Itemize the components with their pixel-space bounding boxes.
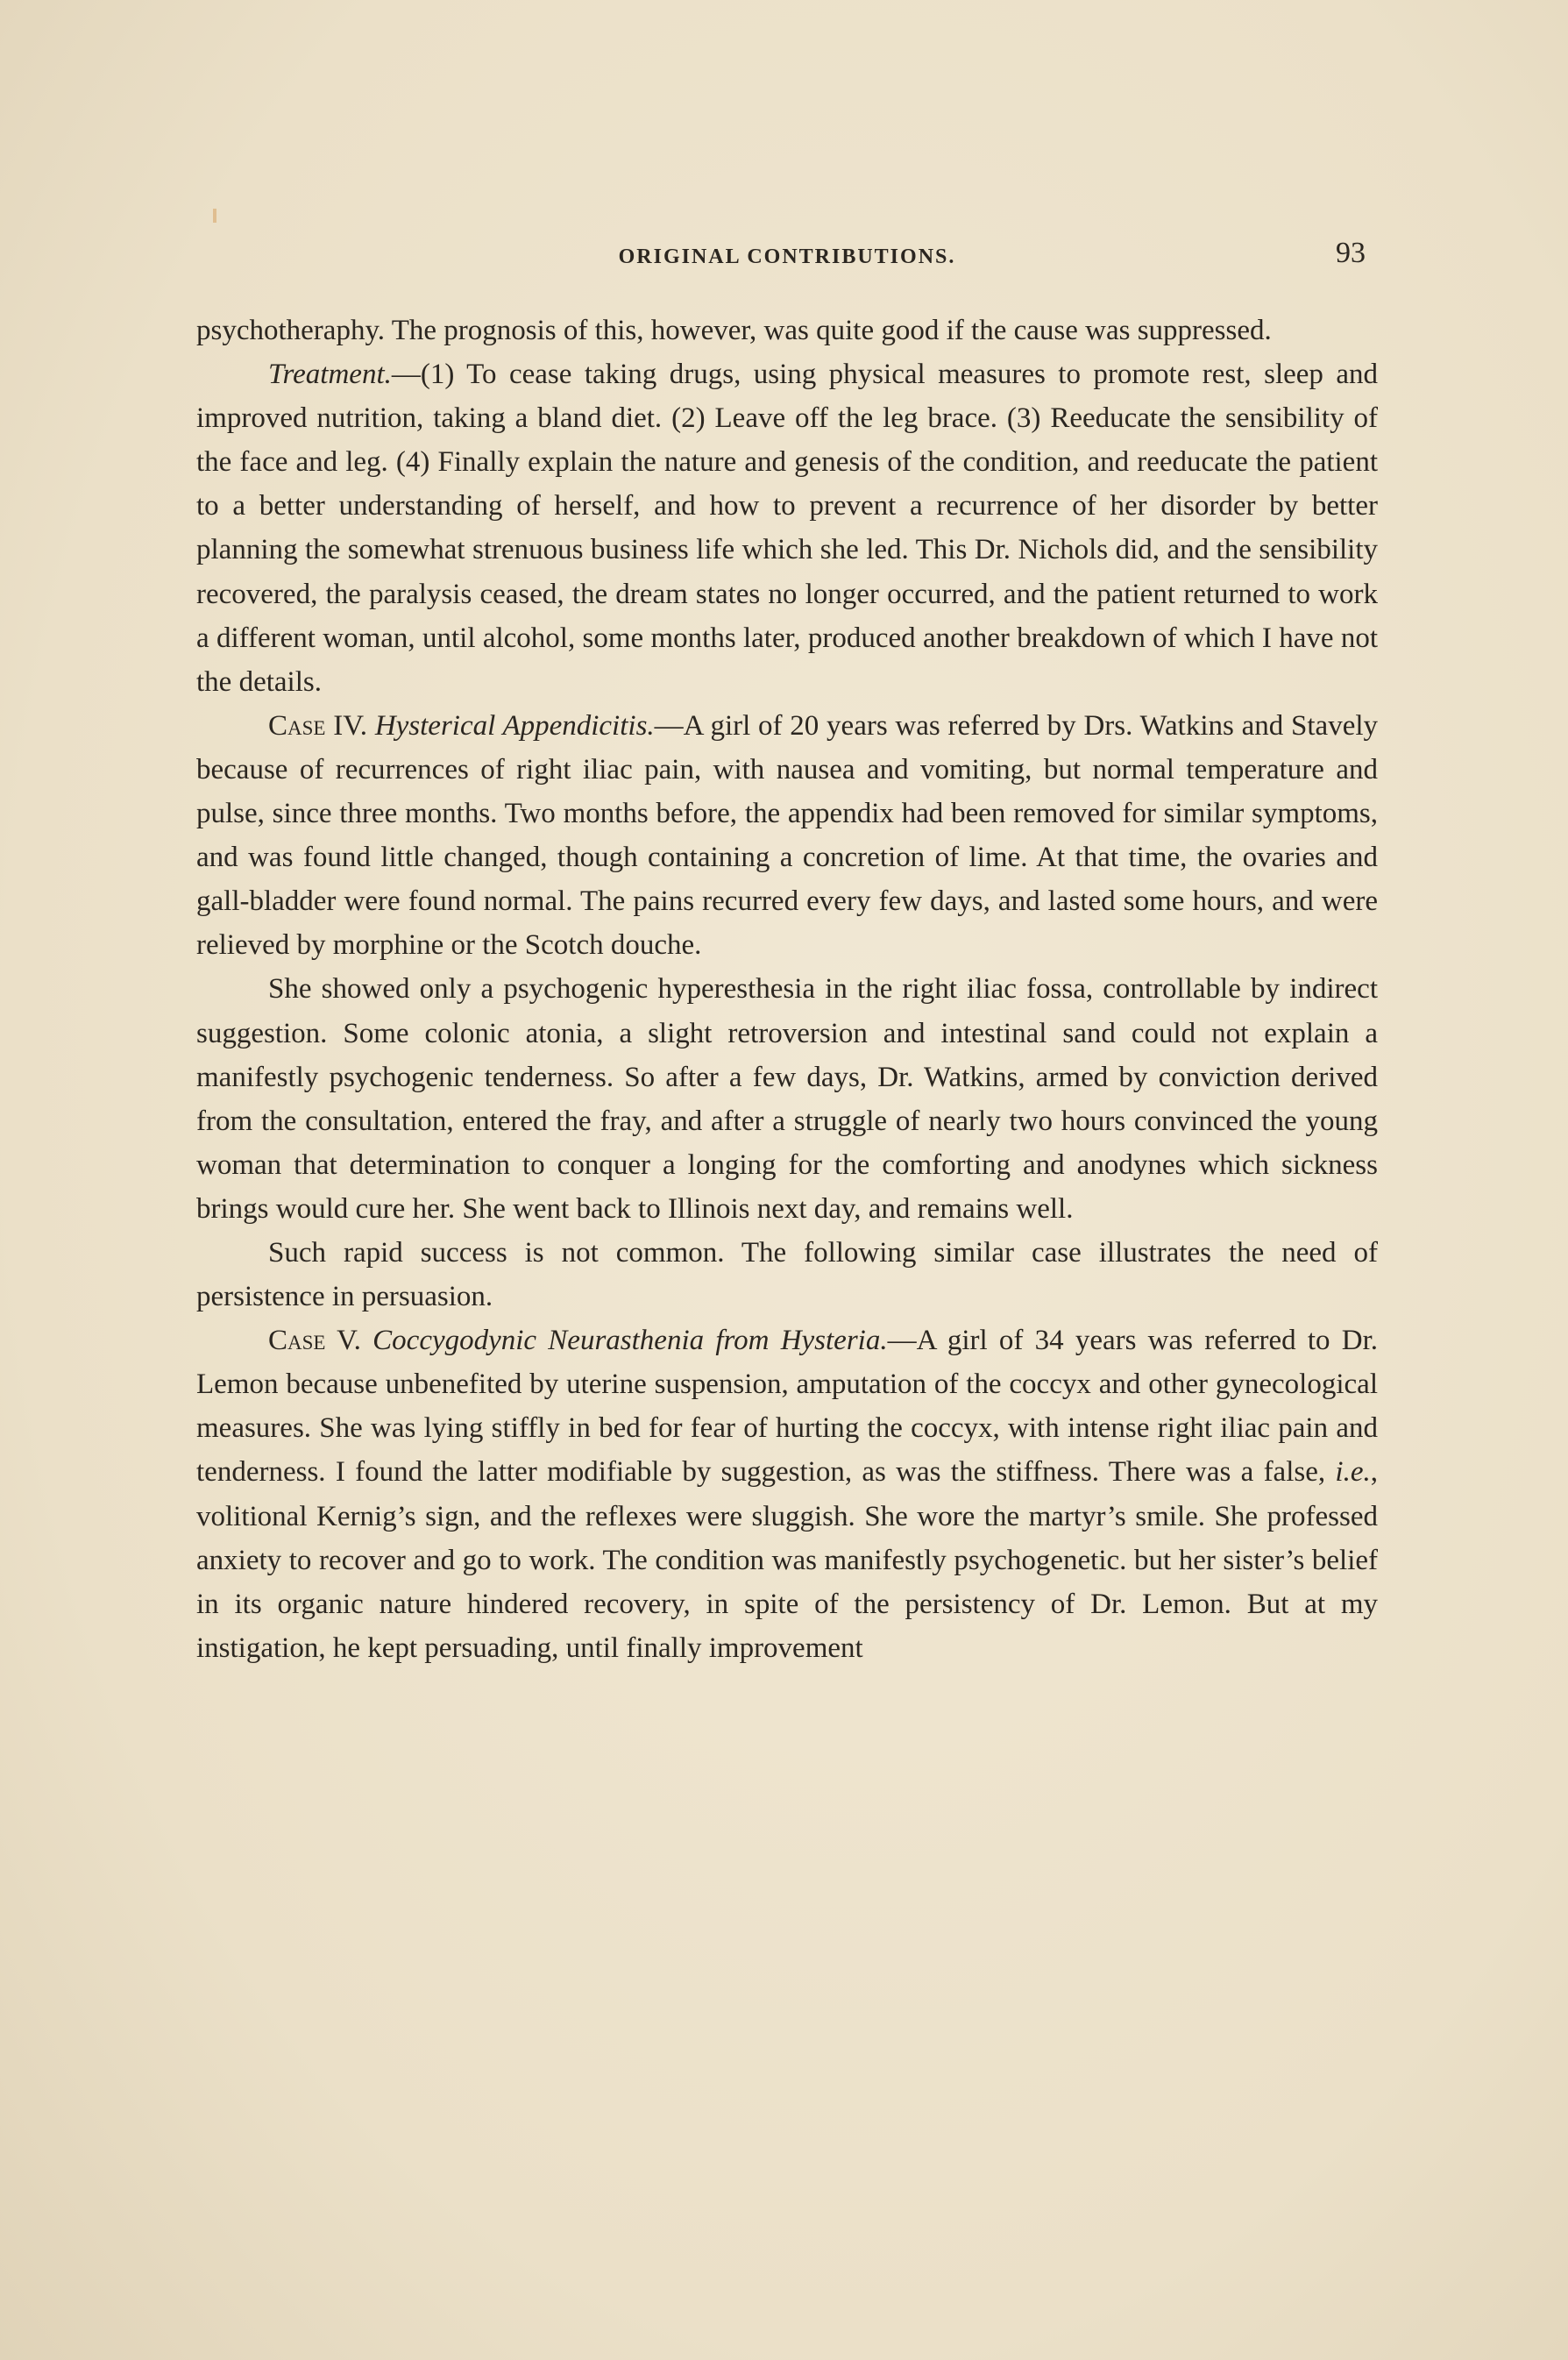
paragraph-rapid-success bbox=[196, 1231, 1378, 1319]
paragraph-psychotherapy bbox=[196, 309, 1378, 352]
case-iv-label: Case IV. bbox=[268, 709, 368, 742]
paragraph-text: —A girl of 20 years was referred by Drs. Watkins and Stavely because of recurrences of right iliac pain, with nausea and vomiting, but normal temperature and pulse, since three months. Two months before, the appendix had been removed for similar symptoms, and was found little changed, though containing a concretion of lime. At that time, the ovaries and gall-bladder were found normal. The pains recurred every few days, and lasted some hours, and were relieved by morphine or the Scotch douche. bbox=[196, 709, 1379, 962]
paragraph-text: —(1) To cease taking drugs, using physical measures to promote rest, sleep and improved nutrition, taking a bland diet. (2) Leave off the leg brace. (3) Reeducate the sensibility of the face and leg. (4) Finally explain the nature and genesis of the condition, and reeducate the patient to a better understanding of herself, and how to prevent a recurrence of her disorder by better planning the somewhat strenuous business life which she led. This Dr. Nichols did, and the sensibility recovered, the paralysis ceased, the dream states no longer occurred, and the patient returned to work a different woman, until alcohol, some months later, produced another breakdown of which I have not the details. bbox=[196, 359, 1378, 698]
paper-mark bbox=[213, 209, 216, 223]
paragraph-case-v bbox=[196, 1319, 1378, 1670]
case-v-title: Coccygodynic Neurasthenia from Hysteria. bbox=[372, 1325, 888, 1357]
page-header bbox=[196, 237, 1378, 281]
paragraph-text: , volitional Kernig’s sign, and the reflexes were sluggish. She wore the martyr’s smile. She professed anxiety to recover and go to work. The condition was manifestly psychogenetic. but her sister’s belief in its organic nature hindered recovery, in spite of the persistency of Dr. Lemon. But at my instigation, he kept persuading, until finally improvement bbox=[196, 1456, 1378, 1664]
ie-abbreviation: i.e. bbox=[1335, 1456, 1371, 1489]
case-iv-title: Hysterical Appendicitis. bbox=[374, 709, 655, 742]
paragraph-hyperesthesia bbox=[196, 967, 1378, 1231]
paragraph-treatment bbox=[196, 352, 1378, 704]
paragraph-text: psychotheraphy. The prognosis of this, however, was quite good if the cause was suppressed. bbox=[196, 315, 1272, 346]
case-v-label: Case V. bbox=[268, 1325, 361, 1357]
paragraph-text: She showed only a psychogenic hyperesthesia in the right iliac fossa, controllable by indirect suggestion. Some colonic atonia, a slight retroversion and intestinal sand could not explain a manifestly psychogenic tenderness. So after a few days, Dr. Watkins, armed by conviction derived from the consultation, entered the fray, and after a struggle of nearly two hours convinced the young woman that determination to conquer a longing for the comforting and anodynes which sickness brings would cure her. She went back to Illinois next day, and remains well. bbox=[196, 973, 1378, 1225]
page-number: 93 bbox=[1336, 237, 1366, 269]
body-text bbox=[196, 309, 1378, 1670]
treatment-label: Treatment. bbox=[268, 359, 392, 391]
paragraph-text: Such rapid success is not common. The following similar case illustrates the need of persistence in persuasion. bbox=[196, 1236, 1378, 1313]
paragraph-case-iv bbox=[196, 704, 1378, 968]
running-head: ORIGINAL CONTRIBUTIONS. bbox=[618, 245, 956, 268]
paragraph-text: —A girl of 34 years was referred to Dr. Lemon because unbenefited by uterine suspension, amputation of the coccyx and other gynecological measures. She was lying stiffly in bed for fear of hurting the coccyx, with intense right iliac pain and tenderness. I found the latter modifiable by suggestion, as was the stiffness. There was a false, bbox=[196, 1325, 1378, 1489]
